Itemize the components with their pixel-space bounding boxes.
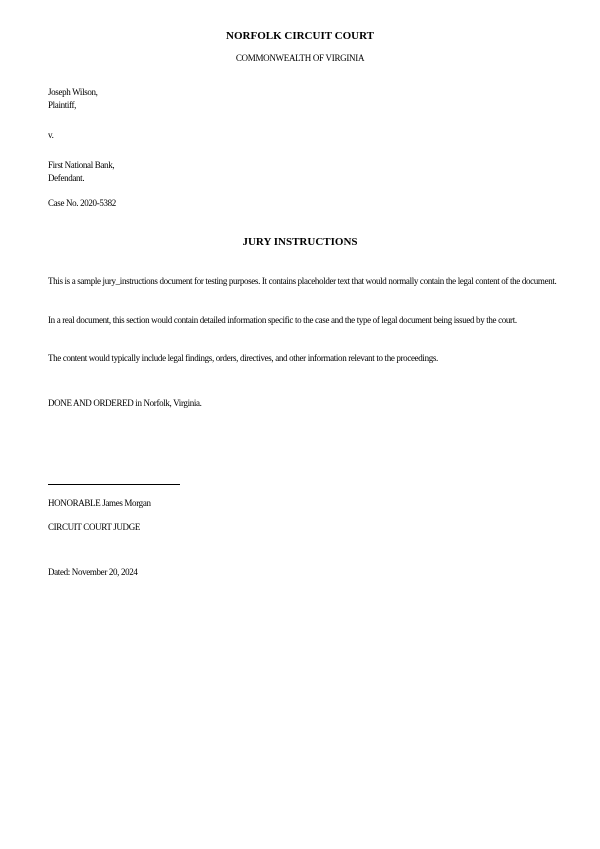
plaintiff-name: Joseph Wilson, — [48, 87, 98, 97]
closing-statement: DONE AND ORDERED in Norfolk, Virginia. — [48, 398, 202, 408]
defendant-name: First National Bank, — [48, 160, 115, 170]
versus-label: v. — [48, 130, 54, 140]
plaintiff-role: Plaintiff, — [48, 100, 77, 110]
court-name: NORFOLK CIRCUIT COURT — [226, 30, 374, 42]
body-paragraph-2: In a real document, this section would contain detailed information specific to the case and the type of legal document being issued by the court. — [48, 315, 517, 325]
body-paragraph-1: This is a sample jury_instructions document for testing purposes. It contains placeholder text that would normally contain the legal content of the document. — [48, 276, 557, 286]
body-paragraph-3: The content would typically include legal findings, orders, directives, and other information relevant to the proceedings. — [48, 353, 438, 363]
jurisdiction: COMMONWEALTH OF VIRGINIA — [235, 53, 365, 63]
signature-line — [48, 484, 180, 485]
defendant-role: Defendant. — [48, 173, 85, 183]
judge-name: HONORABLE James Morgan — [48, 498, 151, 508]
document-title: JURY INSTRUCTIONS — [242, 236, 358, 248]
judge-title: CIRCUIT COURT JUDGE — [48, 522, 140, 532]
dated-line: Dated: November 20, 2024 — [48, 567, 138, 577]
case-number: Case No. 2020-5382 — [48, 198, 116, 208]
